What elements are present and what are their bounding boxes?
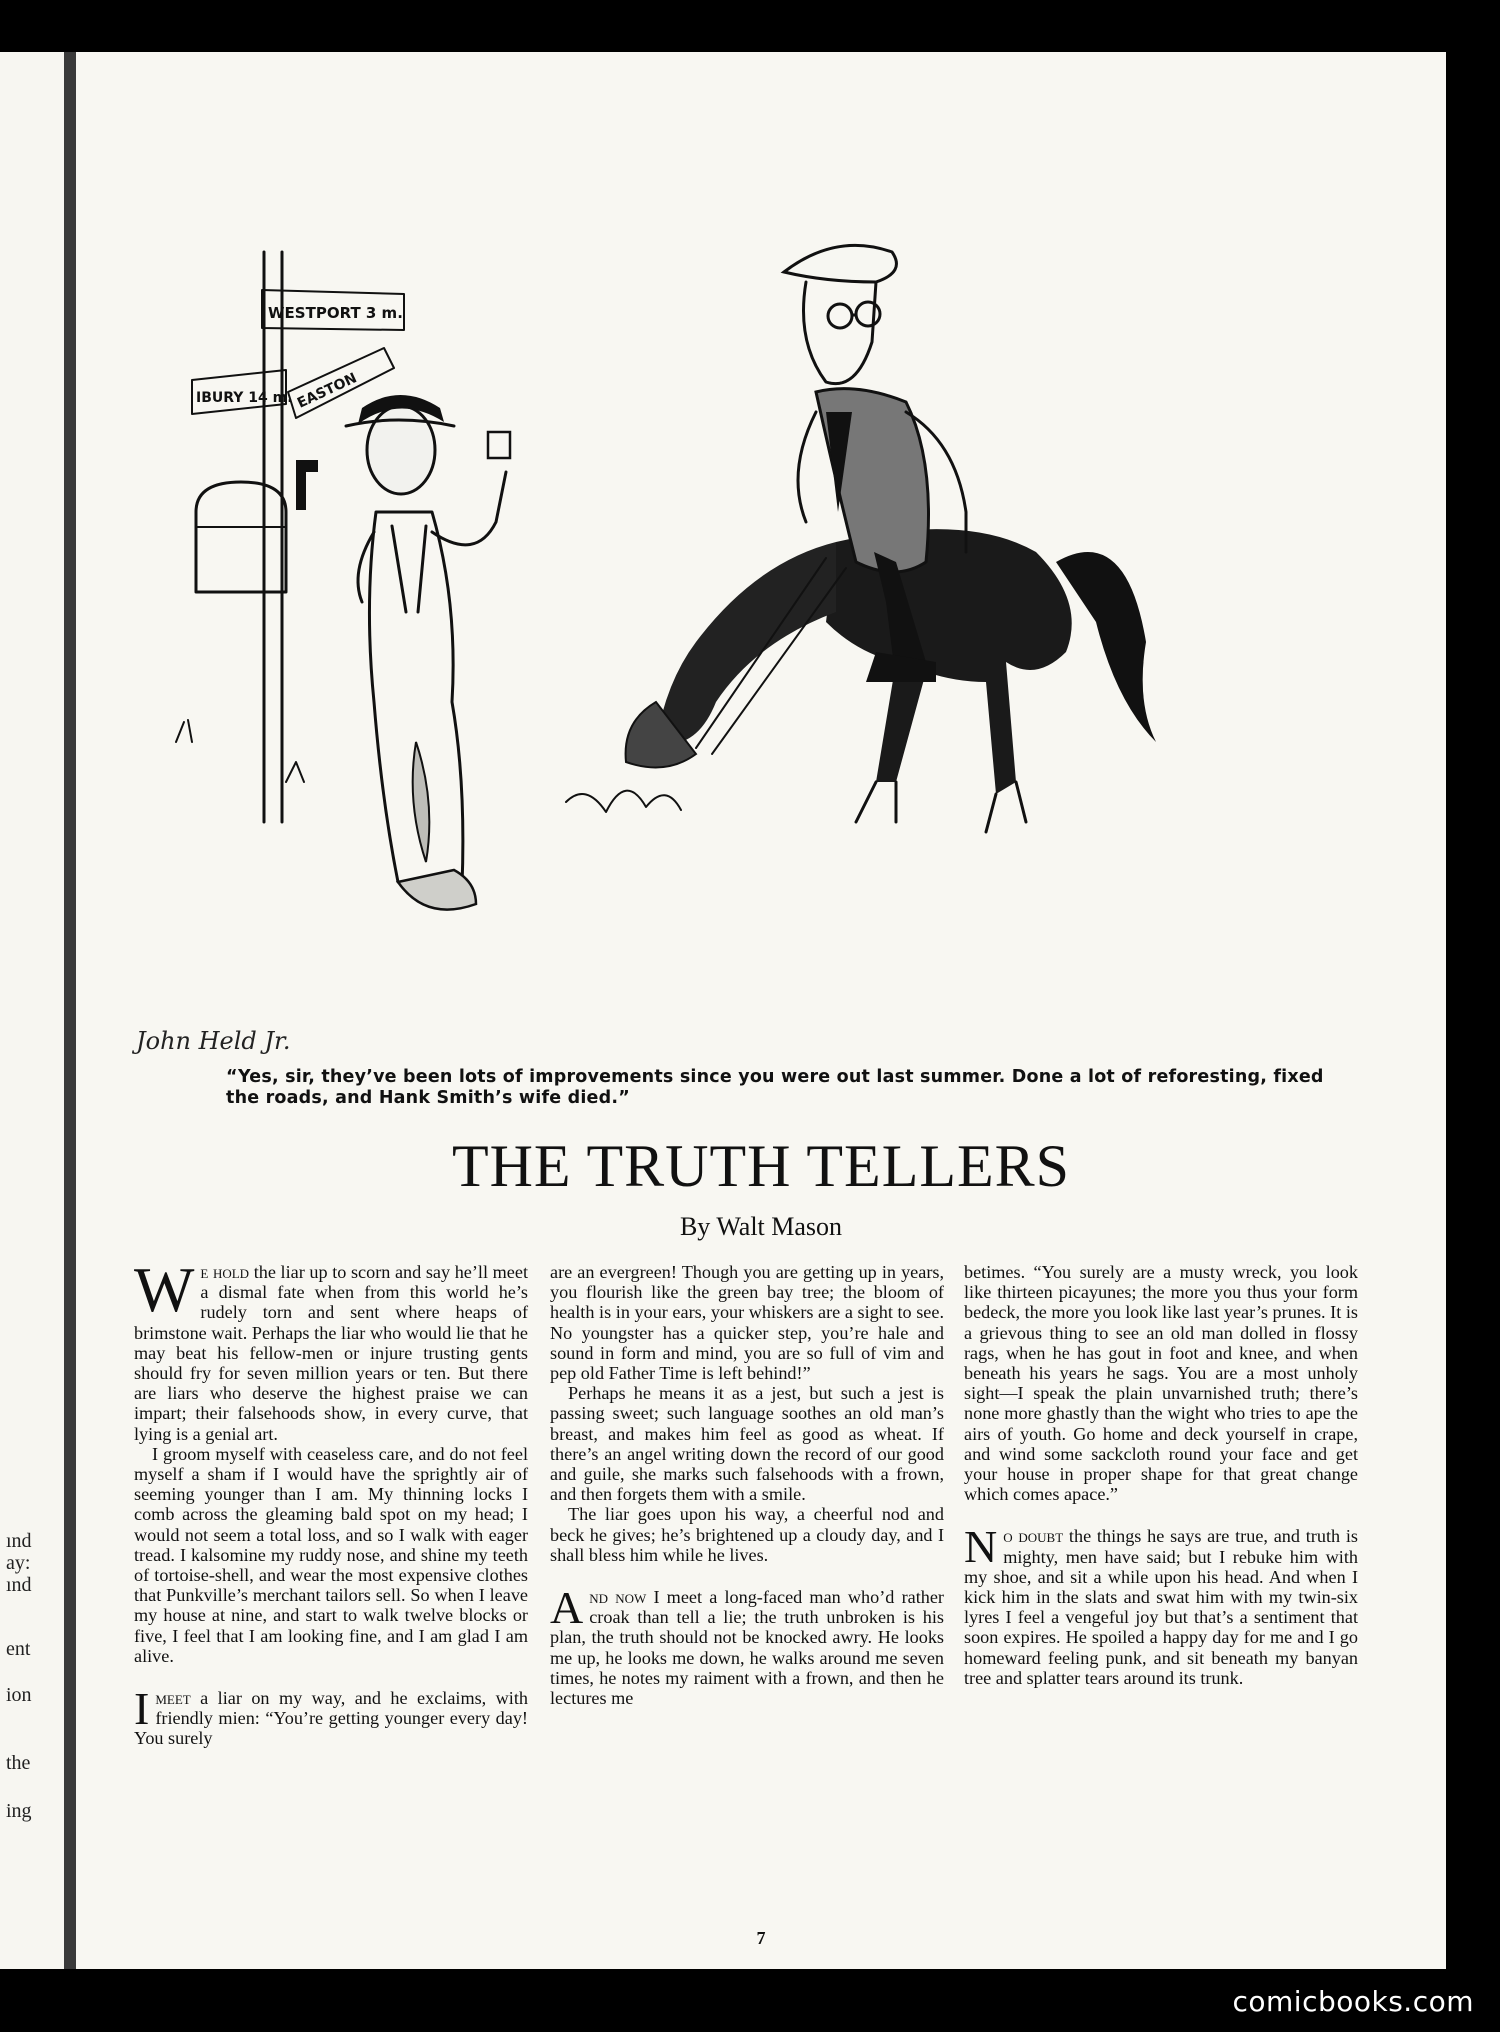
sign-ibury: IBURY 14 m. xyxy=(196,390,293,406)
small-caps-lead: nd now xyxy=(589,1587,647,1608)
paragraph xyxy=(550,1582,944,1709)
drop-cap: W xyxy=(134,1254,195,1325)
article-title: THE TRUTH TELLERS xyxy=(451,1133,1071,1199)
prev-page-fragment: ınd xyxy=(6,1530,32,1552)
drop-cap: I xyxy=(134,1683,150,1735)
previous-page-edge xyxy=(0,52,64,1969)
text-column-3 xyxy=(964,1262,1358,1688)
paragraph xyxy=(964,1521,1358,1688)
article-byline: By Walt Mason xyxy=(679,1212,843,1241)
paragraph: Perhaps he means it as a jest, but such a jest is passing sweet; such language soothes an old man’s breast, and makes him feel as good as wheat. If there’s an angel writing down the record of our good and guile, she marks such falsehoods with a frown, and then forgets them with a smile. xyxy=(550,1383,944,1505)
sign-easton: EASTON xyxy=(294,370,360,412)
paragraph-text: a liar on my way, and he exclaims, with friendly mien: “You’re getting younger every day! You surely xyxy=(134,1688,528,1749)
paragraph: are an evergreen! Though you are getting up in years, you flourish like the green bay tree; the bloom of health is in your ears, your whiskers are a sight to see. No youngster has a quicker step, you’re hale and sound in form and mind, you are so full of vim and pep old Father Time is left behind!” xyxy=(550,1262,944,1384)
paragraph: I groom myself with ceaseless care, and do not feel myself a sham if I would have the sprightly air of seeming younger than I am. My thinning locks I comb across the gleaming bald spot on my head; I would not seem a total loss, and so I walk with eager tread. I kalsomine my ruddy nose, and shine my teeth of tortoise-shell, and wear the most expensive clothes that Punkville’s merchant tailors sell. So when I leave my house at nine, and start to walk twelve blocks or five, I feel that I am looking fine, and I am glad I am alive. xyxy=(134,1443,528,1666)
text-column-1 xyxy=(134,1254,528,1749)
prev-page-fragment: ion xyxy=(6,1684,32,1706)
paragraph xyxy=(134,1254,528,1444)
small-caps-lead: e hold xyxy=(200,1262,250,1282)
farmer-figure xyxy=(176,395,510,910)
prev-page-fragment: ent xyxy=(6,1638,31,1660)
mailbox xyxy=(196,460,318,592)
prev-page-fragment: ınd xyxy=(6,1574,32,1596)
illustration-caption: “Yes, sir, they’ve been lots of improvements since you were out last summer. Done a lot of reforesting, fixed the roads, and Hank Smith’s wife died.” xyxy=(226,1067,1324,1108)
prev-page-fragment: the xyxy=(6,1752,31,1774)
paragraph xyxy=(134,1683,528,1749)
site-watermark: comicbooks.com xyxy=(1232,1985,1474,2018)
page-number: 7 xyxy=(756,1928,766,1948)
sign-westport: WESTPORT 3 m. xyxy=(268,304,403,322)
paragraph-text: I meet a long-faced man who’d rather croak than tell a lie; the truth unbroken is his plan, the truth should not be knocked awry. He looks me up, he looks me down, he walks around me seven times, he notes my raiment with a frown, and then he lectures me xyxy=(550,1587,944,1709)
drop-cap: N xyxy=(964,1521,998,1573)
drop-cap: A xyxy=(550,1582,584,1634)
magazine-page xyxy=(76,52,1446,1969)
paragraph-text: the things he says are true, and truth is mighty, men have said; but I rebuke him with my shoe, and sit a while upon his head. And when I kick him in the slats and swat him with my twin-six lyres I feel a vengeful joy but that’s a sentiment that soon expires. He spoiled a happy day for me and I go homeward feeling punk, and sit beneath my banyan tree and splatter tears around its trunk. xyxy=(964,1526,1358,1688)
grass-scribble xyxy=(566,791,681,812)
artist-signature: John Held Jr. xyxy=(136,1027,291,1055)
cartoon-illustration xyxy=(136,182,1386,1062)
paragraph: betimes. “You surely are a musty wreck, you look like thirteen picayunes; the more you thus your form bedeck, the more you look like last year’s prunes. It is a grievous thing to see an old man dolled in flossy rags, when he has gout in foot and knee, and when beneath his years he sags. You are a most unholy sight—I speak the plain unvarnished truth; there’s none more ghastly than the wight who tries to ape the airs of youth. Go home and deck yourself in crape, and wind some sackcloth round your face and get your house in proper shape for that great change which comes apace.” xyxy=(964,1262,1358,1505)
paragraph: The liar goes upon his way, a cheerful nod and beck he gives; he’s brightened up a cloudy day, and I shall bless him while he lives. xyxy=(550,1504,944,1565)
paragraph-text: the liar up to scorn and say he’ll meet a dismal fate when from this world he’s rudely torn and sent where heaps of brimstone wait. Perhaps the liar who would lie that he may beat his fellow-men or injure trusting gents should fry for seven million years or ten. But there are liars who deserve the highest praise we can impart; their falsehoods show, in every curve, that lying is a genial art. xyxy=(134,1262,528,1444)
prev-page-fragment: ing xyxy=(6,1800,32,1822)
prev-page-fragment: ay: xyxy=(6,1552,31,1574)
text-column-2 xyxy=(550,1262,944,1708)
small-caps-lead: o doubt xyxy=(1003,1526,1064,1547)
small-caps-lead: meet xyxy=(155,1688,191,1709)
